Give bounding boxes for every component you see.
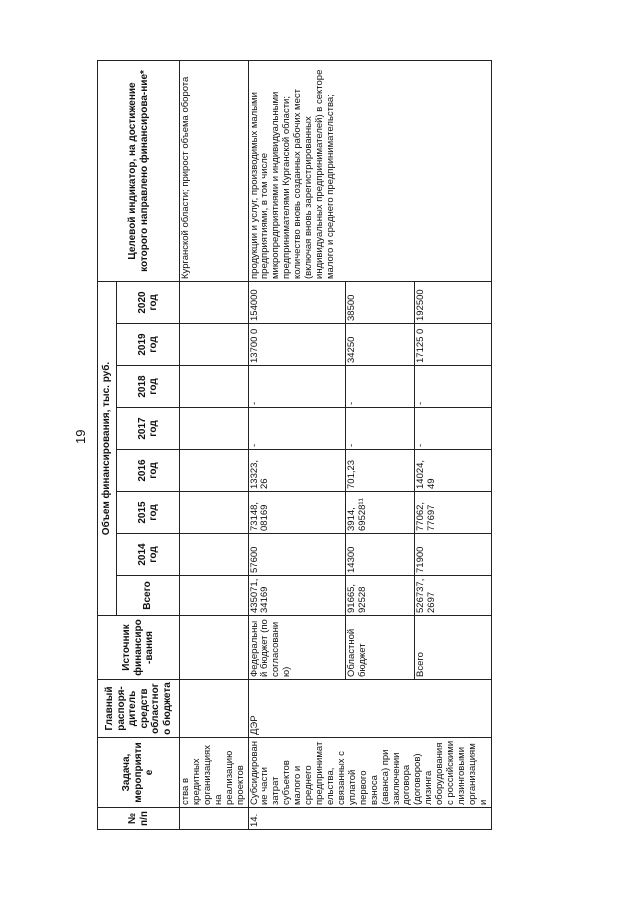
cell-year xyxy=(180,408,249,450)
cell-year-2017: - xyxy=(414,408,491,450)
header-year-2020: 2020 год xyxy=(117,281,180,323)
header-year-2015: 2015 год xyxy=(117,492,180,534)
header-executor: Главный распоря-дитель средств областного бюджета xyxy=(98,680,180,738)
header-source: Источник финансиро-вания xyxy=(98,616,180,680)
cell-no: 14. xyxy=(248,808,491,830)
header-task: Задача, мероприятие xyxy=(98,738,180,808)
table-row-continuation xyxy=(180,61,249,830)
cell-target: продукции и услуг, производимых малыми предприятиями, в том числе микропредприятиями и индивидуальными предпринимателями Курганской области; количество вновь созданных рабочих мест (включая вновь зарегистрированных индивидуальных предпринимателей) в секторе малого и среднего предпринимательства; xyxy=(248,61,491,282)
page-number: 19 xyxy=(73,429,88,444)
cell-year-2015: 77062, 77697 xyxy=(414,492,491,534)
header-no: № п/п xyxy=(98,808,180,830)
cell-total: 435071, 34169 xyxy=(248,576,345,616)
cell-year-2015: 3914, 69528¹¹ xyxy=(345,492,414,534)
cell-year-2018: - xyxy=(414,366,491,408)
header-target: Целевой индикатор, на достижение которого направлено финансирова-ние* xyxy=(98,61,180,282)
cell-year-2014: 57600 xyxy=(248,534,345,576)
cell-year-2018: - xyxy=(345,366,414,408)
cell-year-2020: 154000 xyxy=(248,281,345,323)
cell-year-2020: 38500 xyxy=(345,281,414,323)
header-year-2014: 2014 год xyxy=(117,534,180,576)
cell-year-2016: 701,23 xyxy=(345,450,414,492)
cell-source: Всего xyxy=(414,616,491,680)
cell-year-2014: 14300 xyxy=(345,534,414,576)
cell-year-2018: - xyxy=(248,366,345,408)
cell-source: Областной бюджет xyxy=(345,616,414,680)
cell-year-2016: 13323, 26 xyxy=(248,450,345,492)
cell-year-2020: 192500 xyxy=(414,281,491,323)
cell-year-2019: 34250 xyxy=(345,324,414,366)
cell-year xyxy=(180,281,249,323)
financing-table xyxy=(97,60,492,830)
cell-year xyxy=(180,366,249,408)
cell-task: Субсидирование части затрат субъектов малого и среднего предпринимательства, связанных с уплатой первого взноса (аванса) при заключении договора (договоров) лизинга оборудования с российскими лизинговыми организациями xyxy=(248,738,491,808)
header-year-2017: 2017 год xyxy=(117,408,180,450)
cell-year xyxy=(180,450,249,492)
cell-year-2019: 17125 0 xyxy=(414,324,491,366)
cell-executor: ДЭР xyxy=(248,680,491,738)
cell-total: 526737, 2697 xyxy=(414,576,491,616)
cell-year-2019: 13700 0 xyxy=(248,324,345,366)
header-year-2019: 2019 год xyxy=(117,324,180,366)
table-row-federal xyxy=(248,61,345,830)
financing-table-sheet xyxy=(97,60,602,830)
header-volume-group: Объем финансирования, тыс. руб. xyxy=(98,281,117,615)
cell-year-2015: 73148, 08169 xyxy=(248,492,345,534)
cell-source: Федеральный бюджет (по согласованию) xyxy=(248,616,345,680)
cell-target: Курганской области; прирост объема оборота xyxy=(180,61,249,282)
cell-year-2014: 71900 xyxy=(414,534,491,576)
cell-year-2016: 14024, 49 xyxy=(414,450,491,492)
cell-year xyxy=(180,492,249,534)
cell-year-2017: - xyxy=(345,408,414,450)
cell-source xyxy=(180,616,249,680)
cell-total: 91665, 92528 xyxy=(345,576,414,616)
cell-executor xyxy=(180,680,249,738)
header-total: Всего xyxy=(117,576,180,616)
cell-year xyxy=(180,324,249,366)
cell-total xyxy=(180,576,249,616)
header-year-2018: 2018 год xyxy=(117,366,180,408)
cell-year-2017: - xyxy=(248,408,345,450)
cell-task: ства в кредитных организациях на реализацию проектов xyxy=(180,738,249,808)
cell-no xyxy=(180,808,249,830)
header-year-2016: 2016 год xyxy=(117,450,180,492)
cell-year xyxy=(180,534,249,576)
